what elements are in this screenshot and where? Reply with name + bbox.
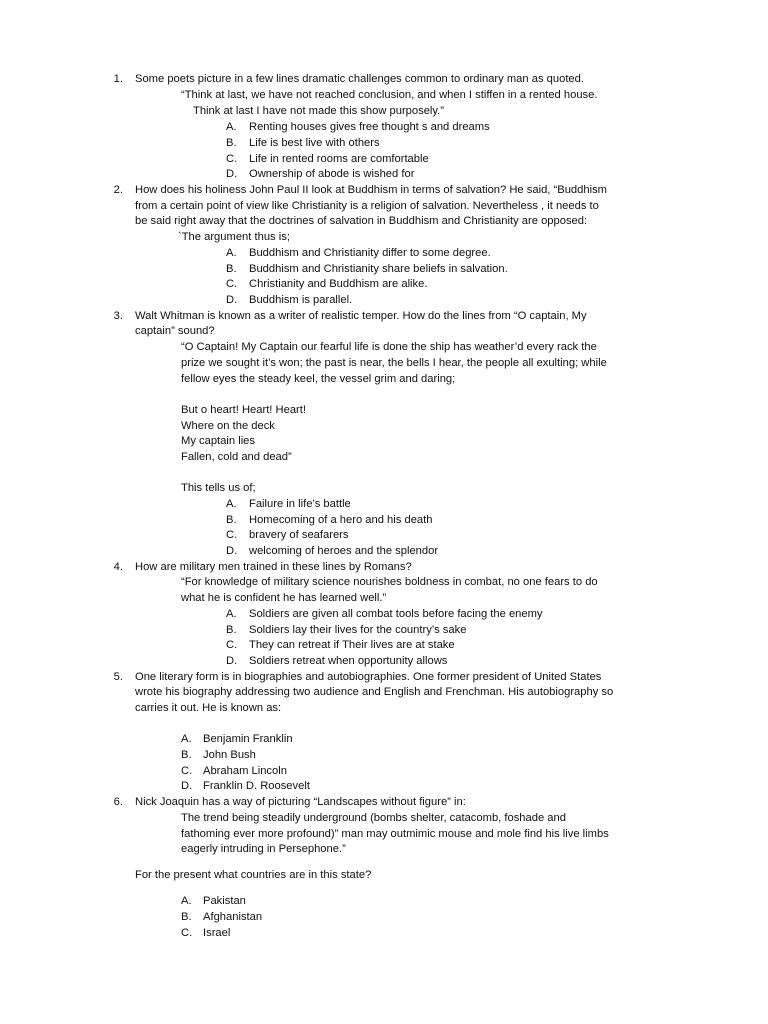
option-letter: A. bbox=[226, 121, 237, 133]
quote-line: The trend being steadily underground (bombs shelter, catacomb, foshade and bbox=[181, 812, 566, 824]
verse-line: My captain lies bbox=[181, 435, 255, 447]
option-text: Pakistan bbox=[203, 895, 246, 907]
option-letter: B. bbox=[226, 263, 237, 275]
option-letter: D. bbox=[226, 168, 238, 180]
option-letter: C. bbox=[181, 927, 193, 939]
option-letter: B. bbox=[181, 749, 192, 761]
option-letter: D. bbox=[226, 294, 238, 306]
question-stem-line: Walt Whitman is known as a writer of realistic temper. How do the lines from “O captain, My bbox=[135, 310, 587, 322]
question-stem: Some poets picture in a few lines dramatic challenges common to ordinary man as quoted. bbox=[135, 73, 584, 85]
quote-line: fellow eyes the steady keel, the vessel grim and daring; bbox=[181, 373, 456, 385]
option-letter: A. bbox=[181, 895, 192, 907]
option-letter: A. bbox=[226, 247, 237, 259]
option-text: Afghanistan bbox=[203, 911, 263, 923]
option-letter: A. bbox=[226, 498, 237, 510]
question-number: 4. bbox=[113, 561, 123, 573]
option-letter: B. bbox=[181, 911, 192, 923]
follow-up-question: For the present what countries are in this state? bbox=[135, 869, 372, 881]
option-text: John Bush bbox=[203, 749, 256, 761]
option-text: Soldiers lay their lives for the country’s sake bbox=[249, 624, 467, 636]
option-letter: B. bbox=[226, 514, 237, 526]
option-letter: B. bbox=[226, 624, 237, 636]
quote-line: Think at last I have not made this show purposely.” bbox=[193, 105, 445, 117]
question-number: 1. bbox=[113, 73, 123, 85]
question-number: 2. bbox=[113, 184, 123, 196]
option-text: Renting houses gives free thought s and dreams bbox=[249, 121, 490, 133]
option-text: Franklin D. Roosevelt bbox=[203, 780, 310, 792]
option-text: Soldiers retreat when opportunity allows bbox=[249, 655, 448, 667]
question-stem: Nick Joaquin has a way of picturing “Landscapes without figure” in: bbox=[135, 796, 466, 808]
option-text: Homecoming of a hero and his death bbox=[249, 514, 433, 526]
option-text: Buddhism and Christianity share beliefs in salvation. bbox=[249, 263, 508, 275]
option-letter: B. bbox=[226, 137, 237, 149]
question-stem-line: carries it out. He is known as: bbox=[135, 702, 282, 714]
option-letter: A. bbox=[226, 608, 237, 620]
quote-line: “Think at last, we have not reached conclusion, and when I stiffen in a rented house. bbox=[181, 89, 598, 101]
option-letter: D. bbox=[226, 655, 238, 667]
option-text: They can retreat if Their lives are at stake bbox=[249, 639, 455, 651]
option-text: Soldiers are given all combat tools before facing the enemy bbox=[249, 608, 543, 620]
option-text: Buddhism is parallel. bbox=[249, 294, 353, 306]
verse-line: But o heart! Heart! Heart! bbox=[181, 404, 306, 416]
option-letter: C. bbox=[226, 639, 238, 651]
option-text: bravery of seafarers bbox=[249, 529, 349, 541]
question-stem-line: from a certain point of view like Christianity is a religion of salvation. Nevertheless , it needs to bbox=[135, 200, 599, 212]
option-text: Benjamin Franklin bbox=[203, 733, 293, 745]
option-text: Christianity and Buddhism are alike. bbox=[249, 278, 428, 290]
argument-lead: `The argument thus is; bbox=[178, 231, 290, 243]
quote-line: what he is confident he has learned well.” bbox=[181, 592, 387, 604]
option-text: Life in rented rooms are comfortable bbox=[249, 153, 429, 165]
option-text: Israel bbox=[203, 927, 231, 939]
quote-line: eagerly intruding in Persephone.” bbox=[181, 843, 346, 855]
option-letter: D. bbox=[181, 780, 193, 792]
quote-line: “For knowledge of military science nourishes boldness in combat, no one fears to do bbox=[181, 576, 598, 588]
option-text: Ownership of abode is wished for bbox=[249, 168, 415, 180]
option-letter: C. bbox=[181, 765, 193, 777]
option-text: Failure in life’s battle bbox=[249, 498, 351, 510]
question-number: 3. bbox=[113, 310, 123, 322]
verse-line: Fallen, cold and dead” bbox=[181, 451, 292, 463]
option-text: Abraham Lincoln bbox=[203, 765, 287, 777]
quote-line: “O Captain! My Captain our fearful life is done the ship has weather’d every rack the bbox=[181, 341, 597, 353]
question-stem-line: How does his holiness John Paul II look at Buddhism in terms of salvation? He said, “Buddhism bbox=[135, 184, 607, 196]
option-letter: A. bbox=[181, 733, 192, 745]
option-text: Life is best live with others bbox=[249, 137, 380, 149]
quote-line: fathoming ever more profound)” man may outmimic mouse and mole find his live limbs bbox=[181, 828, 609, 840]
option-letter: C. bbox=[226, 153, 238, 165]
option-letter: C. bbox=[226, 278, 238, 290]
verse-line: Where on the deck bbox=[181, 420, 275, 432]
quote-line: prize we sought it’s won; the past is near, the bells I hear, the people all exulting; while bbox=[181, 357, 607, 369]
question-stem: How are military men trained in these lines by Romans? bbox=[135, 561, 412, 573]
argument-lead: This tells us of; bbox=[181, 482, 256, 494]
question-stem-line: One literary form is in biographies and autobiographies. One former president of United States bbox=[135, 671, 602, 683]
option-text: Buddhism and Christianity differ to some degree. bbox=[249, 247, 491, 259]
option-letter: C. bbox=[226, 529, 238, 541]
question-stem-line: be said right away that the doctrines of salvation in Buddhism and Christianity are opposed: bbox=[135, 215, 588, 227]
option-text: welcoming of heroes and the splendor bbox=[249, 545, 439, 557]
question-number: 6. bbox=[113, 796, 123, 808]
question-stem-line: wrote his biography addressing two audience and English and Frenchman. His autobiography so bbox=[135, 686, 614, 698]
option-letter: D. bbox=[226, 545, 238, 557]
question-stem-line: captain” sound? bbox=[135, 325, 215, 337]
question-number: 5. bbox=[113, 671, 123, 683]
